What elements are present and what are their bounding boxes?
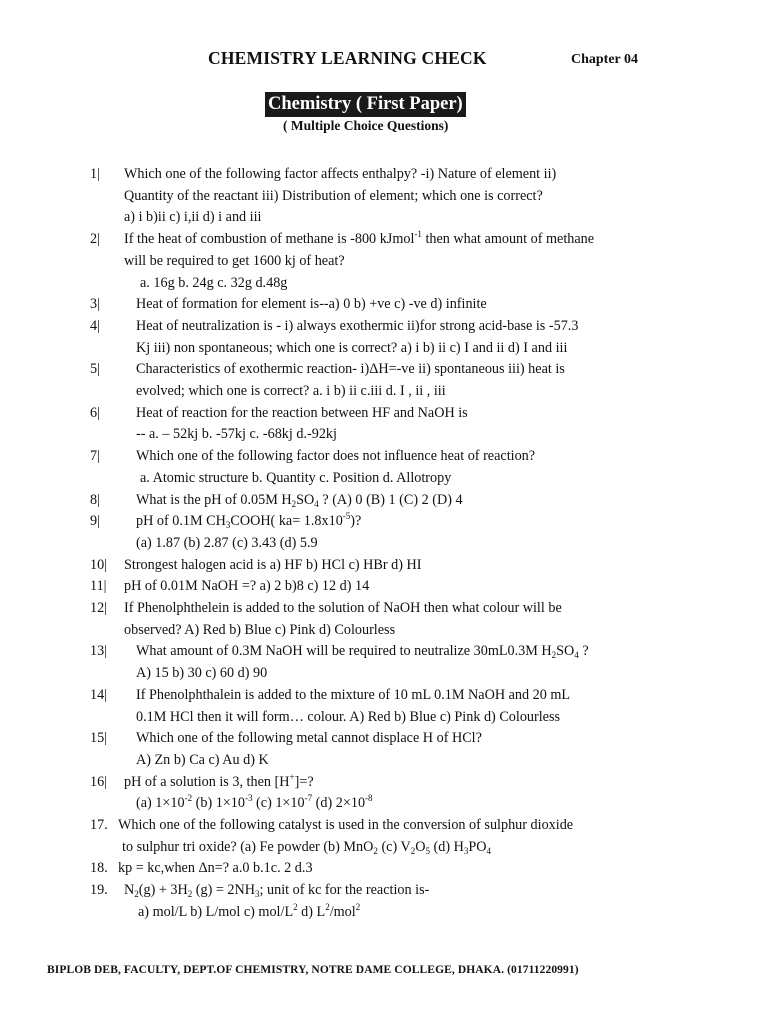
subscript: 3	[255, 889, 260, 900]
question-line	[136, 728, 482, 750]
question-line	[136, 707, 560, 729]
question-line	[124, 598, 562, 620]
footer-credit: BIPLOB DEB, FACULTY, DEPT.OF CHEMISTRY, NOTRE DAME COLLEGE, DHAKA. (01711220991)	[47, 964, 579, 976]
text-run: -- a. – 52kj b. -57kj c. -68kj d.-92kj	[136, 426, 337, 443]
subscript: 4	[486, 845, 492, 856]
question-number: 1|	[90, 166, 100, 182]
question-line	[140, 468, 451, 490]
text-run: observed? A) Red b) Blue c) Pink d) Colourless	[124, 621, 396, 638]
question-line	[136, 381, 446, 403]
question-line	[136, 641, 589, 663]
question-line	[136, 663, 267, 685]
question-number: 12|	[90, 600, 108, 616]
subscript: 2	[551, 650, 557, 661]
question-number: 19.	[90, 882, 108, 899]
question-number: 16|	[90, 773, 108, 790]
text-run: Heat of neutralization is - i) always exothermic ii)for strong acid-base is -57.3	[136, 317, 579, 334]
question-line	[124, 620, 395, 642]
question-line	[118, 858, 313, 880]
subscript: 3	[225, 520, 231, 531]
superscript: 2	[355, 901, 361, 912]
text-run: (d) H	[429, 838, 464, 855]
text-run: a. 16g b. 24g c. 32g d.48g	[140, 274, 288, 291]
subscript: 2	[410, 845, 416, 856]
question-line	[124, 207, 262, 229]
question-line	[136, 403, 468, 425]
text-run: pH of 0.1M CH	[136, 513, 226, 530]
question-line	[136, 511, 361, 533]
question-line	[136, 294, 487, 316]
text-run: (b) 1×10	[192, 795, 245, 812]
text-run: What amount of 0.3M NaOH will be required to neutralize 30mL0.3M H	[136, 643, 552, 660]
question-number: 2|	[90, 231, 100, 248]
text-run: a) i b)ii c) i,ii d) i and iii	[124, 209, 262, 226]
subtitle: ( Multiple Choice Questions)	[283, 118, 449, 133]
question-line	[124, 880, 429, 902]
text-run: a) mol/L b) L/mol c) mol/L	[138, 903, 294, 920]
text-run: A) 15 b) 30 c) 60 d) 90	[136, 665, 268, 682]
question-number: 14|	[90, 686, 108, 703]
question-line	[136, 338, 567, 360]
superscript: -5	[342, 511, 351, 522]
text-run: A) Zn b) Ca c) Au d) K	[136, 751, 269, 768]
text-run: SO	[296, 491, 315, 508]
text-run: If Phenolphthelein is added to the solution of NaOH then what colour will be	[124, 600, 562, 616]
question-line	[124, 772, 314, 794]
question-number: 11|	[90, 578, 107, 595]
text-run: COOH( ka= 1.8x10	[230, 513, 343, 530]
question-number: 18.	[90, 860, 108, 877]
question-line	[136, 533, 318, 555]
text-run: ]=?	[294, 773, 314, 790]
text-run: If the heat of combustion of methane is -800 kJmol	[124, 231, 415, 248]
text-run: Which one of the following factor affects enthalpy? -i) Nature of element ii)	[124, 166, 557, 182]
text-run: Which one of the following catalyst is used in the conversion of sulphur dioxide	[118, 817, 574, 833]
subscript: 2	[373, 845, 378, 856]
superscript: 2	[293, 901, 298, 912]
subscript: 5	[425, 845, 430, 856]
superscript: -2	[184, 793, 193, 804]
subscript: 2	[187, 889, 193, 900]
text-run: What is the pH of 0.05M H	[136, 491, 292, 508]
text-run: (a) 1.87 (b) 2.87 (c) 3.43 (d) 5.9	[136, 534, 318, 551]
question-number: 17.	[90, 817, 108, 833]
question-number: 7|	[90, 448, 100, 465]
question-line	[124, 555, 422, 577]
text-run: evolved; which one is correct? a. i b) ii c.iii d. I , ii , iii	[136, 383, 446, 399]
question-line	[136, 359, 565, 381]
text-run: d) L	[297, 903, 326, 920]
question-line	[136, 446, 535, 468]
text-run: (c) V	[377, 838, 411, 855]
text-run: kp = kc,when Δn=? a.0 b.1c. 2 d.3	[118, 860, 313, 877]
question-line	[118, 815, 573, 837]
question-number: 8|	[90, 491, 100, 508]
question-number: 9|	[90, 513, 100, 530]
question-line	[140, 273, 287, 295]
text-run: SO	[556, 643, 575, 660]
text-run: )?	[350, 513, 362, 530]
question-number: 3|	[90, 296, 100, 313]
question-number: 5|	[90, 361, 100, 378]
chapter-label: Chapter 04	[571, 52, 639, 67]
question-number: 15|	[90, 730, 108, 747]
question-line	[136, 685, 570, 707]
subscript: 4	[314, 498, 319, 509]
text-run: will be required to get 1600 kj of heat?	[124, 252, 345, 269]
text-run: Strongest halogen acid is a) HF b) HCl c) HBr d) HI	[124, 556, 422, 573]
text-run: pH of a solution is 3, then [H	[124, 773, 290, 790]
text-run: (g) + 3H	[138, 882, 188, 899]
text-run: (a) 1×10	[136, 795, 185, 812]
question-line	[136, 793, 373, 815]
question-line	[122, 837, 491, 859]
question-number: 4|	[90, 317, 100, 334]
question-number: 10|	[90, 556, 108, 573]
text-run: (d) 2×10	[312, 795, 366, 812]
text-run: a. Atomic structure b. Quantity c. Position d. Allotropy	[140, 469, 452, 486]
text-run: then what amount of methane	[421, 231, 595, 248]
question-line	[136, 750, 269, 772]
text-run: Kj iii) non spontaneous; which one is correct? a) i b) ii c) I and ii d) I and iii	[136, 339, 568, 356]
question-line	[124, 186, 543, 208]
text-run: ; unit of kc for the reaction is-	[259, 882, 430, 899]
text-run: Quantity of the reactant iii) Distribution of element; which one is correct?	[124, 187, 543, 204]
question-line	[138, 902, 360, 924]
subscript: 2	[291, 498, 297, 509]
question-line	[124, 251, 345, 273]
question-number: 6|	[90, 404, 100, 421]
question-line	[136, 316, 578, 338]
text-run: PO	[468, 838, 487, 855]
text-run: Which one of the following factor does not influence heat of reaction?	[136, 448, 536, 465]
question-line	[136, 490, 463, 512]
text-run: Characteristics of exothermic reaction- i)ΔH=-ve ii) spontaneous iii) heat is	[136, 361, 565, 378]
question-line	[124, 229, 594, 251]
text-run: (g) = 2NH	[192, 882, 256, 899]
text-run: ?	[578, 643, 589, 660]
text-run: If Phenolphthalein is added to the mixture of 10 mL 0.1M NaOH and 20 mL	[136, 686, 571, 703]
text-run: Heat of reaction for the reaction between HF and NaOH is	[136, 404, 468, 421]
text-run: pH of 0.01M NaOH =? a) 2 b)8 c) 12 d) 14	[124, 578, 370, 595]
superscript: -3	[245, 793, 253, 804]
text-run: ? (A) 0 (B) 1 (C) 2 (D) 4	[318, 491, 463, 508]
text-run: Which one of the following metal cannot displace H of HCl?	[136, 730, 482, 747]
header-title: CHEMISTRY LEARNING CHECK	[208, 48, 487, 68]
text-run: (c) 1×10	[252, 795, 305, 812]
question-line	[124, 164, 556, 186]
subscript: 3	[463, 845, 469, 856]
question-line	[136, 424, 337, 446]
subscript: 4	[574, 650, 579, 661]
text-run: /mol	[329, 903, 356, 920]
text-run: O	[415, 838, 426, 855]
superscript: -7	[304, 793, 313, 804]
superscript: 2	[325, 901, 330, 912]
paper-title: Chemistry ( First Paper)	[265, 92, 466, 117]
superscript: +	[289, 771, 295, 782]
question-line	[124, 576, 369, 598]
superscript: -8	[365, 793, 373, 804]
text-run: N	[124, 882, 135, 899]
subscript: 2	[134, 889, 139, 900]
text-run: to sulphur tri oxide? (a) Fe powder (b) MnO	[122, 838, 374, 855]
text-run: 0.1M HCl then it will form… colour. A) Red b) Blue c) Pink d) Colourless	[136, 708, 561, 725]
superscript: -1	[414, 229, 422, 240]
text-run: Heat of formation for element is--a) 0 b) +ve c) -ve d) infinite	[136, 296, 487, 313]
question-number: 13|	[90, 643, 108, 660]
